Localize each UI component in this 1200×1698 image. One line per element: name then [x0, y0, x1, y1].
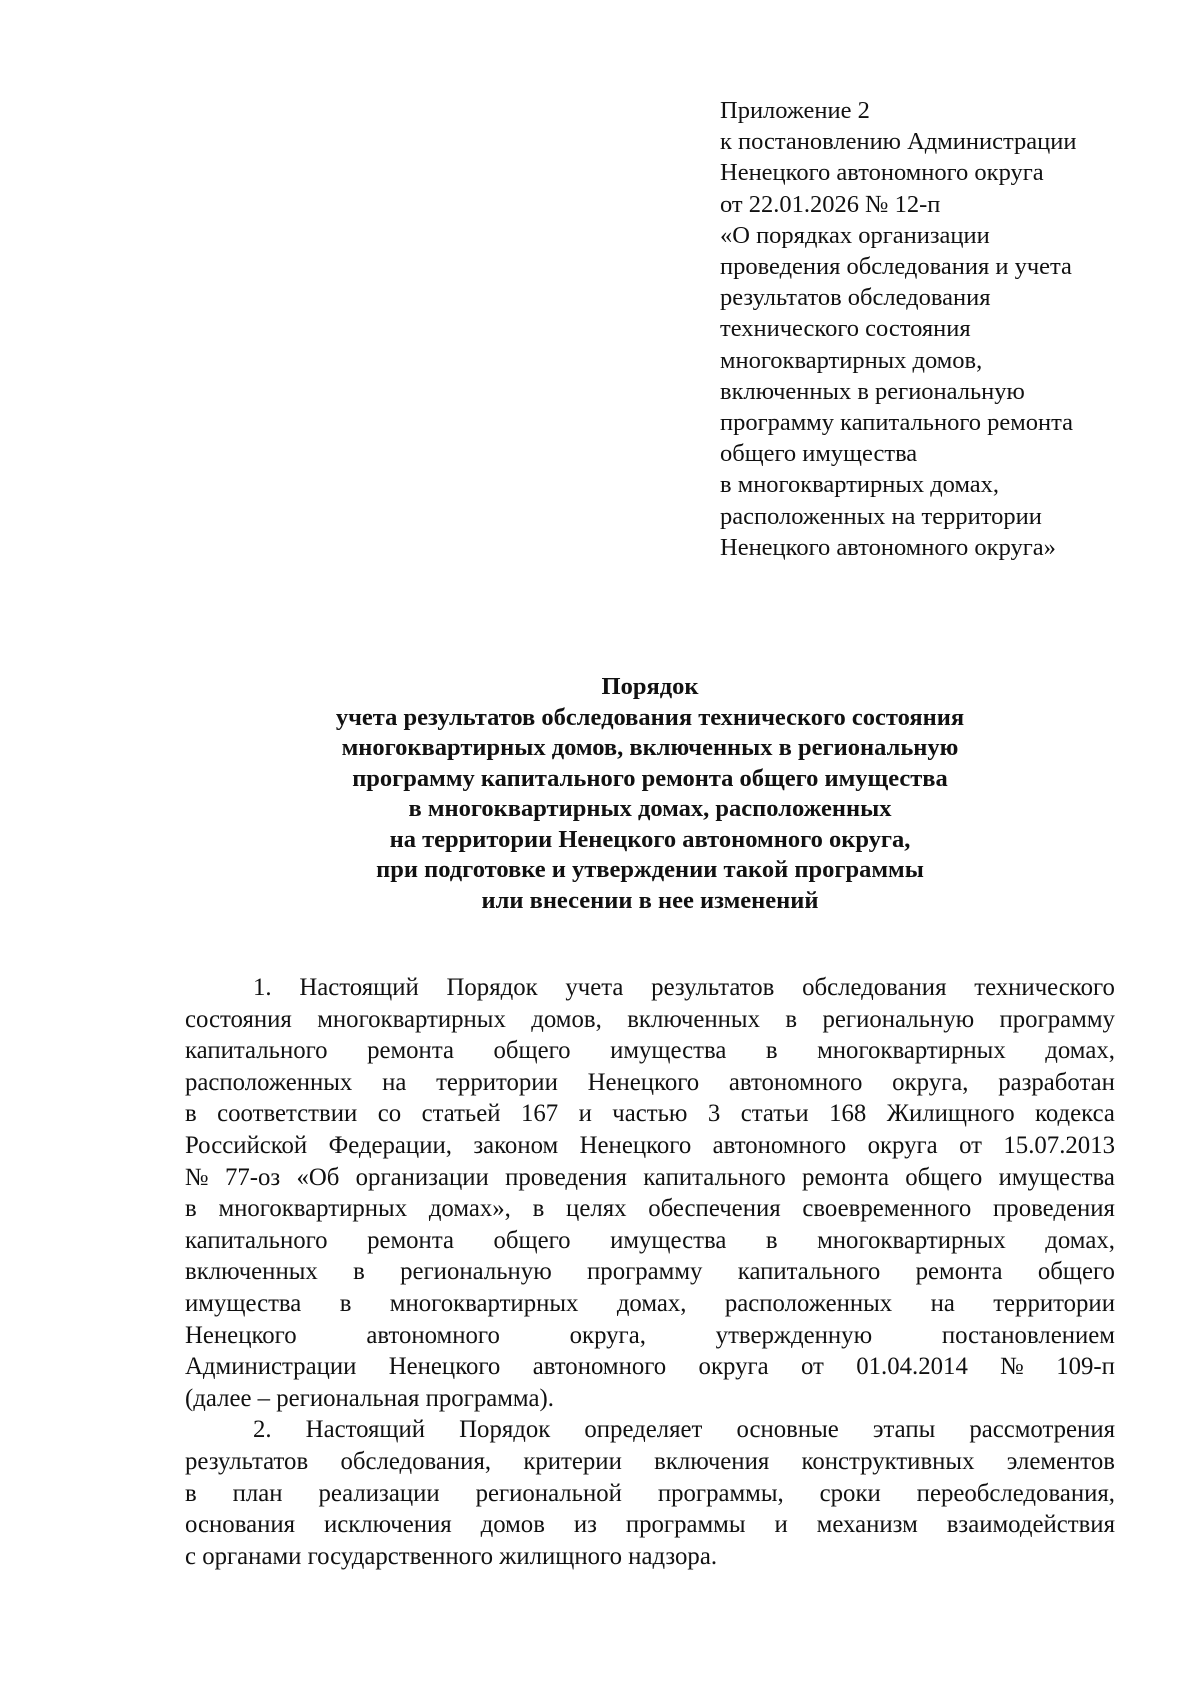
paragraph-line: состояния многоквартирных домов, включенных в региональную программу — [185, 1005, 1115, 1033]
appendix-line: Приложение 2 — [720, 97, 870, 124]
appendix-line: включенных в региональную — [720, 377, 1025, 405]
appendix-line: Ненецкого автономного округа — [720, 159, 1044, 187]
paragraph-line: результатов обследования, критерии включения конструктивных элементов — [185, 1447, 1115, 1475]
paragraph-line: капитального ремонта общего имущества в многоквартирных домах, — [185, 1226, 1115, 1254]
paragraph-line: 1. Настоящий Порядок учета результатов обследования технического — [253, 974, 1115, 1001]
paragraph-1 — [185, 972, 1115, 1414]
paragraph-line: Ненецкого автономного округа, утвержденную постановлением — [185, 1321, 1115, 1349]
title-line: Порядок — [601, 673, 699, 700]
appendix-line: к постановлению Администрации — [720, 128, 1077, 156]
appendix-line: от 22.01.2026 № 12-п — [720, 190, 941, 218]
appendix-line: технического состояния — [720, 315, 971, 343]
appendix-line: проведения обследования и учета — [720, 253, 1072, 281]
paragraph-line: Российской Федерации, законом Ненецкого автономного округа от 15.07.2013 — [185, 1131, 1115, 1159]
paragraph-2 — [185, 1414, 1115, 1572]
paragraph-line: Администрации Ненецкого автономного округа от 01.04.2014 № 109-п — [185, 1353, 1115, 1381]
title-line: учета результатов обследования технического состояния — [335, 703, 965, 731]
paragraph-line: имущества в многоквартирных домах, расположенных на территории — [185, 1289, 1115, 1317]
paragraph-line: основания исключения домов из программы и механизм взаимодействия — [185, 1511, 1115, 1539]
paragraph-line: в многоквартирных домах», в целях обеспечения своевременного проведения — [185, 1195, 1115, 1223]
appendix-line: Ненецкого автономного округа» — [720, 533, 1056, 561]
appendix-line: расположенных на территории — [720, 502, 1042, 530]
paragraph-line: капитального ремонта общего имущества в многоквартирных домах, — [185, 1037, 1115, 1065]
paragraph-line: в соответствии со статьей 167 и частью 3 статьи 168 Жилищного кодекса — [185, 1100, 1115, 1128]
appendix-line: результатов обследования — [720, 284, 991, 312]
paragraph-line: с органами государственного жилищного надзора. — [185, 1542, 718, 1570]
title-line: многоквартирных домов, включенных в региональную — [341, 734, 959, 761]
appendix-line: в многоквартирных домах, — [720, 471, 1000, 499]
title-line: программу капитального ремонта общего имущества — [352, 764, 948, 792]
document-title — [180, 672, 1120, 916]
title-line: при подготовке и утверждении такой программы — [376, 856, 924, 883]
document-body — [185, 972, 1115, 1572]
appendix-header — [720, 95, 1160, 563]
paragraph-line: включенных в региональную программу капитального ремонта общего — [185, 1258, 1115, 1286]
title-line: или внесении в нее изменений — [481, 886, 819, 914]
appendix-line: «О порядках организации — [720, 221, 990, 249]
appendix-line: программу капитального ремонта — [720, 409, 1074, 437]
title-line: в многоквартирных домах, расположенных — [408, 795, 892, 822]
paragraph-line: 2. Настоящий Порядок определяет основные этапы рассмотрения — [253, 1416, 1115, 1444]
paragraph-line: в план реализации региональной программы, сроки переобследования, — [185, 1479, 1115, 1507]
appendix-line: многоквартирных домов, — [720, 346, 983, 374]
paragraph-line: (далее – региональная программа). — [185, 1384, 554, 1412]
paragraph-line: расположенных на территории Ненецкого автономного округа, разработан — [185, 1068, 1115, 1096]
title-line: на территории Ненецкого автономного округа, — [389, 825, 911, 853]
appendix-line: общего имущества — [720, 440, 918, 468]
paragraph-line: № 77-оз «Об организации проведения капитального ремонта общего имущества — [185, 1163, 1115, 1191]
